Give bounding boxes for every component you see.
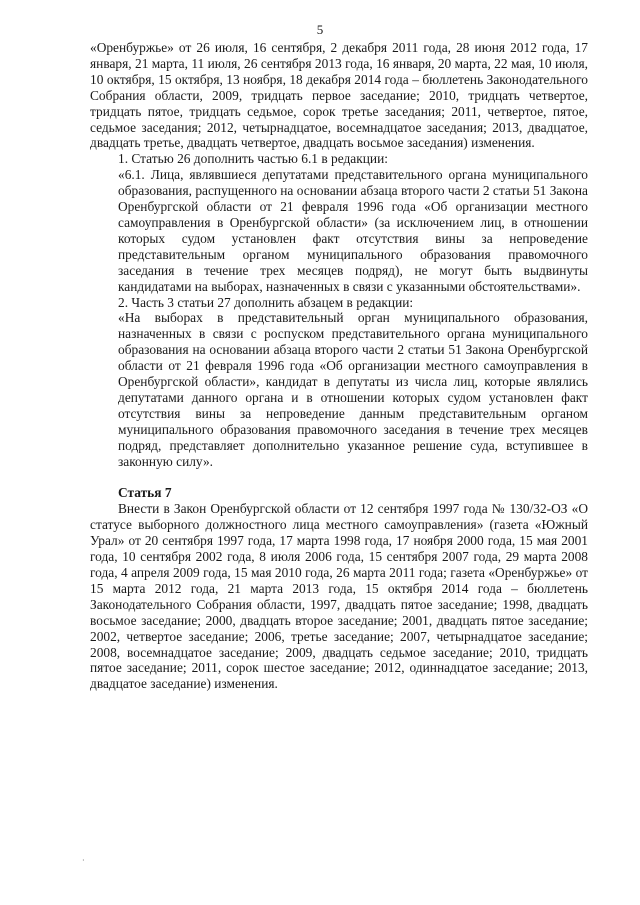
intro-paragraph: «Оренбуржье» от 26 июля, 16 сентября, 2 декабря 2011 года, 28 июня 2012 года, 17 января, 21 марта, 11 июля, 26 сентября 2013 года, 16 января, 20 марта, 22 мая, 10 июля, 10 октября, 15 октября, 13 ноября, 18 декабря 2014 года – бюллетень Законодательного Собрания области, 2009, тридцать первое заседание; 2010, тридцать четвертое, тридцать пятое, тридцать седьмое, сорок третье заседания; 2011, четвертое, пятое, седьмое заседания; 2012, четырнадцатое, восемнадцатое заседания; 2013, двадцатое, двадцать третье, двадцать четвертое, двадцать восьмое заседания) изменения.	[90, 40, 588, 151]
page-number: 5	[316, 22, 324, 37]
scan-speck: ·	[82, 856, 85, 865]
document-body	[90, 40, 588, 692]
item-2-paragraph: 2. Часть 3 статьи 27 дополнить абзацем в редакции:	[118, 294, 414, 310]
article-7-paragraph: Внести в Закон Оренбургской области от 12 сентября 1997 года № 130/32-ОЗ «О статусе выборного должностного лица местного самоуправления» (газета «Южный Урал» от 20 сентября 1997 года, 17 марта 1998 года, 17 ноября 2000 года, 15 мая 2001 года, 10 сентября 2002 года, 8 июля 2006 года, 15 сентября 2007 года, 29 марта 2008 года, 4 апреля 2009 года, 15 мая 2010 года, 26 марта 2011 года; газета «Оренбуржье» от 15 марта 2012 года, 21 марта 2013 года, 15 октября 2014 года – бюллетень Законодательного Собрания области, 1997, двадцать пятое заседание; 1998, двадцать восьмое заседание; 2000, двадцать второе заседание; 2001, двадцать пятое заседание; 2002, четвертое заседание; 2006, третье заседание; 2007, четырнадцатое заседание; 2008, восемнадцатое заседание; 2009, двадцать седьмое заседание; 2010, тридцать пятое заседание; 2011, сорок шестое заседание; 2012, одиннадцатое заседание; 2013, двадцатое заседание) изменения.	[90, 501, 588, 692]
quoted-paragraph-elections: «На выборах в представительный орган муниципального образования, назначенных в связи с роспуском представительного органа муниципального образования на основании абзаца второго части 2 статьи 51 Закона Оренбургской области от 21 февраля 1996 года «Об организации местного самоуправления в Оренбургской области», кандидат в депутаты из числа лиц, которые являлись депутатами данного органа и в отношении которых судом установлен факт отсутствия вины за непроведение данным представительным органом муниципального образования правомочного заседания в течение трех месяцев подряд, представляет дополнительно указанное решение суда, вступившее в законную силу».	[118, 310, 588, 469]
item-1-paragraph: 1. Статью 26 дополнить частью 6.1 в редакции:	[118, 151, 388, 167]
article-7-heading: Статья 7	[118, 485, 172, 501]
quoted-part-6-1: «6.1. Лица, являвшиеся депутатами представительного органа муниципального образования, распущенного на основании абзаца второго части 2 статьи 51 Закона Оренбургской области от 21 февраля 1996 года «Об организации местного самоуправления в Оренбургской области» (за исключением лиц, в отношении которых судом установлен факт отсутствия вины за непроведение представительным органом муниципального образования правомочного заседания в течение трех месяцев подряд), не могут быть выдвинуты кандидатами на выборах, назначенных в связи с указанными обстоятельствами».	[118, 167, 588, 294]
